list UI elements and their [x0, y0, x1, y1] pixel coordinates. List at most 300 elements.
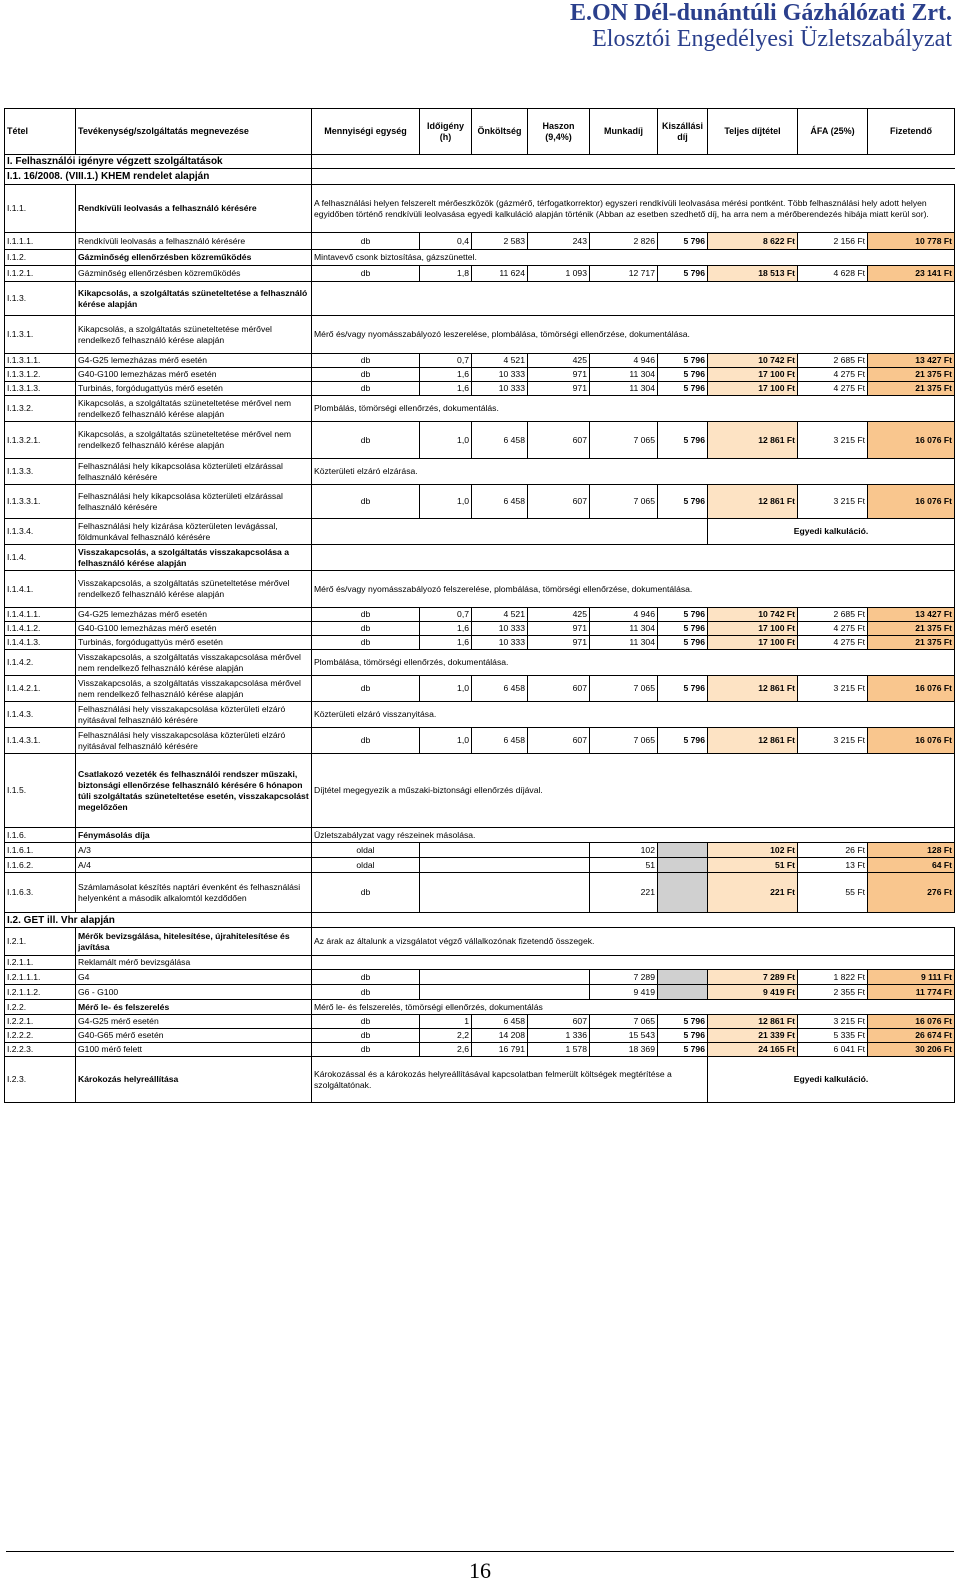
item-labor: 7 065: [590, 485, 658, 519]
item-blank: [420, 843, 590, 858]
table-row: [5, 636, 955, 650]
item-unit: db: [312, 1043, 420, 1057]
item-name: G4-G25 mérő esetén: [76, 1015, 312, 1029]
item-name: Visszakapcsolás, a szolgáltatás visszakapcsolása mérővel nem rendelkező felhasználó kérése alapján: [76, 676, 312, 702]
item-profit: 607: [528, 485, 590, 519]
item-code: I.1.1.1.: [5, 233, 76, 250]
item-unit: db: [312, 608, 420, 622]
item-profit: 607: [528, 1015, 590, 1029]
item-name: G4-G25 lemezházas mérő esetén: [76, 354, 312, 368]
col-activity-header: Tevékenység/szolgáltatás megnevezése: [76, 109, 312, 155]
table-row: [5, 250, 955, 266]
item-code: I.1.3.4.: [5, 519, 76, 545]
item-name: Gázminőség ellenőrzésben közreműködés: [76, 250, 312, 266]
item-code: I.1.3.2.: [5, 396, 76, 422]
item-code: I.1.6.1.: [5, 843, 76, 858]
table-row: [5, 622, 955, 636]
item-vat: 4 628 Ft: [798, 266, 868, 282]
item-travel: 5 796: [658, 266, 708, 282]
item-name: Mérők bevizsgálása, hitelesítése, újrahitelesítése és javítása: [76, 928, 312, 956]
item-full-fee: 8 622 Ft: [708, 233, 798, 250]
item-labor: 18 369: [590, 1043, 658, 1057]
item-cost: 6 458: [472, 676, 528, 702]
item-profit: 425: [528, 354, 590, 368]
item-code: I.1.4.1.: [5, 571, 76, 608]
item-vat: 3 215 Ft: [798, 485, 868, 519]
item-labor: 7 065: [590, 1015, 658, 1029]
item-full-fee: 17 100 Ft: [708, 622, 798, 636]
item-labor: 15 543: [590, 1029, 658, 1043]
table-row: [5, 485, 955, 519]
item-time: 0,7: [420, 354, 472, 368]
item-name: Felhasználási hely kikapcsolása közterületi elzárással felhasználó kérésére: [76, 485, 312, 519]
item-name: A/3: [76, 843, 312, 858]
table-row: [5, 422, 955, 459]
table-row: [5, 266, 955, 282]
document-subtitle: Elosztói Engedélyesi Üzletszabályzat: [592, 26, 952, 52]
item-code: I.2.2.2.: [5, 1029, 76, 1043]
item-time: 1,8: [420, 266, 472, 282]
item-code: I.2.2.1.: [5, 1015, 76, 1029]
item-name: Reklamált mérő bevizsgálása: [76, 956, 312, 970]
item-payable: 10 778 Ft: [868, 233, 955, 250]
item-full-fee: 12 861 Ft: [708, 728, 798, 754]
table-row: [5, 1029, 955, 1043]
item-time: 0,4: [420, 233, 472, 250]
item-labor: 7 065: [590, 422, 658, 459]
table-row: [5, 985, 955, 1000]
item-time: 1,6: [420, 368, 472, 382]
item-note: Mérő és/vagy nyomásszabályozó leszerelése, plombálása, tömörségi ellenőrzése, dokumentálása.: [312, 316, 955, 354]
item-unit: db: [312, 485, 420, 519]
item-payable: 13 427 Ft: [868, 608, 955, 622]
item-travel: 5 796: [658, 368, 708, 382]
section-title: I.2. GET ill. Vhr alapján: [5, 913, 312, 928]
table-row: [5, 1015, 955, 1029]
item-name: Számlamásolat készítés naptári évenként és felhasználási helyenként a második alkalomtól kezdődően: [76, 873, 312, 913]
item-full-fee: 17 100 Ft: [708, 636, 798, 650]
item-cost: 10 333: [472, 368, 528, 382]
item-travel: 5 796: [658, 233, 708, 250]
item-unit: db: [312, 728, 420, 754]
item-blank: [420, 970, 590, 985]
item-vat: 5 335 Ft: [798, 1029, 868, 1043]
table-row: [5, 608, 955, 622]
item-name: G6 - G100: [76, 985, 312, 1000]
item-note: Közterületi elzáró elzárása.: [312, 459, 955, 485]
item-payable: 16 076 Ft: [868, 422, 955, 459]
item-note: Károkozással és a károkozás helyreállításával kapcsolatban felmerült költségek megtérítése a szolgáltatónak.: [312, 1057, 708, 1103]
item-profit: 243: [528, 233, 590, 250]
item-payable: 23 141 Ft: [868, 266, 955, 282]
item-labor: 4 946: [590, 608, 658, 622]
col-item-header: Tétel: [5, 109, 76, 155]
item-name: Fénymásolás díja: [76, 828, 312, 843]
item-name: Felhasználási hely kikapcsolása közterületi elzárással felhasználó kérésére: [76, 459, 312, 485]
item-code: I.1.4.: [5, 545, 76, 571]
item-profit: 971: [528, 368, 590, 382]
page-number: 16: [469, 1558, 491, 1583]
item-name: Gázminőség ellenőrzésben közreműködés: [76, 266, 312, 282]
item-full-fee: 24 165 Ft: [708, 1043, 798, 1057]
item-vat: 3 215 Ft: [798, 728, 868, 754]
item-labor: 102: [590, 843, 658, 858]
item-travel: 5 796: [658, 1043, 708, 1057]
item-name: Visszakapcsolás, a szolgáltatás visszakapcsolása a felhasználó kérése alapján: [76, 545, 312, 571]
item-cost: 6 458: [472, 485, 528, 519]
section-fill: [312, 155, 955, 169]
item-profit: 1 336: [528, 1029, 590, 1043]
item-travel: 5 796: [658, 728, 708, 754]
item-name: Felhasználási hely visszakapcsolása közterületi elzáró nyitásával felhasználó kérésére: [76, 702, 312, 728]
table-row: [5, 233, 955, 250]
item-vat: 4 275 Ft: [798, 622, 868, 636]
item-note-empty: [312, 956, 955, 970]
item-name: G40-G100 lemezházas mérő esetén: [76, 622, 312, 636]
item-cost: 6 458: [472, 1015, 528, 1029]
item-note: Üzletszabályzat vagy részeinek másolása.: [312, 828, 955, 843]
item-note: [312, 519, 708, 545]
item-note-right: Egyedi kalkuláció.: [708, 1057, 955, 1103]
item-unit: db: [312, 233, 420, 250]
item-cost: 10 333: [472, 622, 528, 636]
col-unit-header: Mennyiségi egység: [312, 109, 420, 155]
item-name: Turbinás, forgódugattyús mérő esetén: [76, 382, 312, 396]
item-time: 0,7: [420, 608, 472, 622]
document-header: [570, 0, 952, 52]
section-fill: [312, 913, 955, 928]
item-profit: 425: [528, 608, 590, 622]
table-row: [5, 382, 955, 396]
item-payable: 21 375 Ft: [868, 368, 955, 382]
item-code: I.1.4.3.: [5, 702, 76, 728]
item-cost: 10 333: [472, 636, 528, 650]
item-payable: 128 Ft: [868, 843, 955, 858]
item-unit: db: [312, 1029, 420, 1043]
item-name: Visszakapcsolás, a szolgáltatás visszakapcsolása mérővel nem rendelkező felhasználó kérése alapján: [76, 650, 312, 676]
price-table: [4, 108, 955, 1103]
item-travel: 5 796: [658, 1029, 708, 1043]
item-blank: [420, 985, 590, 1000]
table-row: [5, 928, 955, 956]
item-blank: [420, 858, 590, 873]
item-vat: 2 156 Ft: [798, 233, 868, 250]
item-labor: 11 304: [590, 382, 658, 396]
item-travel: 5 796: [658, 608, 708, 622]
item-name: Rendkívüli leolvasás a felhasználó kérésére: [76, 233, 312, 250]
item-note: Díjtétel megegyezik a műszaki-biztonsági ellenőrzés díjával.: [312, 754, 955, 828]
item-cost: 4 521: [472, 608, 528, 622]
item-time: 1,0: [420, 728, 472, 754]
col-profit-header: Haszon (9,4%): [528, 109, 590, 155]
item-cost: 4 521: [472, 354, 528, 368]
item-payable: 9 111 Ft: [868, 970, 955, 985]
item-vat: 2 685 Ft: [798, 608, 868, 622]
item-labor: 7 065: [590, 728, 658, 754]
item-cost: 16 791: [472, 1043, 528, 1057]
item-note-empty: [312, 545, 955, 571]
item-name: G40-G100 lemezházas mérő esetén: [76, 368, 312, 382]
item-labor: 221: [590, 873, 658, 913]
item-payable: 64 Ft: [868, 858, 955, 873]
item-unit: db: [312, 622, 420, 636]
col-labor-header: Munkadíj: [590, 109, 658, 155]
item-full-fee: 12 861 Ft: [708, 1015, 798, 1029]
item-code: I.1.3.3.1.: [5, 485, 76, 519]
item-time: 1,0: [420, 676, 472, 702]
item-labor: 4 946: [590, 354, 658, 368]
item-full-fee: 17 100 Ft: [708, 368, 798, 382]
item-cost: 6 458: [472, 422, 528, 459]
col-vat-header: ÁFA (25%): [798, 109, 868, 155]
item-note: Plombálás, tömörségi ellenőrzés, dokumentálás.: [312, 396, 955, 422]
item-unit: db: [312, 970, 420, 985]
item-code: I.1.4.2.1.: [5, 676, 76, 702]
item-travel: 5 796: [658, 1015, 708, 1029]
item-unit: db: [312, 266, 420, 282]
item-labor: 7 065: [590, 676, 658, 702]
item-time: 2,2: [420, 1029, 472, 1043]
table-row: [5, 956, 955, 970]
table-row: [5, 519, 955, 545]
item-code: I.1.1.: [5, 185, 76, 233]
item-note: Mérő és/vagy nyomásszabályozó felszerelése, plombálása, tömörségi ellenőrzése, dokumentálása.: [312, 571, 955, 608]
item-travel: 5 796: [658, 422, 708, 459]
item-note: Mintavevő csonk biztosítása, gázszünettel.: [312, 250, 955, 266]
item-unit: db: [312, 676, 420, 702]
table-row: [5, 843, 955, 858]
item-name: G40-G65 mérő esetén: [76, 1029, 312, 1043]
item-travel: 5 796: [658, 354, 708, 368]
item-payable: 16 076 Ft: [868, 728, 955, 754]
item-vat: 3 215 Ft: [798, 676, 868, 702]
item-code: I.2.1.1.1.: [5, 970, 76, 985]
item-code: I.2.3.: [5, 1057, 76, 1103]
item-travel-na: [658, 858, 708, 873]
item-profit: 607: [528, 728, 590, 754]
item-note: A felhasználási helyen felszerelt mérőeszközök (gázmérő, térfogatkorrektor) egyszeri rendkívüli leolvasása mérési pontként. Több felhasználási hely adott helyen egyidőben történő rendkívüli leolvasása egyedi kalkuláció alapján történik (Abban az esetben szedhető díj, ha arra nem a mérőberendezés hibája miatt kerül sor).: [312, 185, 955, 233]
item-full-fee: 221 Ft: [708, 873, 798, 913]
item-travel-na: [658, 843, 708, 858]
item-unit: db: [312, 1015, 420, 1029]
item-unit: db: [312, 354, 420, 368]
item-unit: db: [312, 422, 420, 459]
table-row: [5, 650, 955, 676]
item-full-fee: 12 861 Ft: [708, 676, 798, 702]
item-code: I.1.4.1.1.: [5, 608, 76, 622]
item-labor: 2 826: [590, 233, 658, 250]
table-row: [5, 873, 955, 913]
item-code: I.1.4.3.1.: [5, 728, 76, 754]
item-labor: 7 289: [590, 970, 658, 985]
item-unit: db: [312, 873, 420, 913]
item-vat: 55 Ft: [798, 873, 868, 913]
item-labor: 51: [590, 858, 658, 873]
item-full-fee: 12 861 Ft: [708, 485, 798, 519]
item-code: I.1.3.1.3.: [5, 382, 76, 396]
item-cost: 14 208: [472, 1029, 528, 1043]
item-code: I.1.3.3.: [5, 459, 76, 485]
item-vat: 26 Ft: [798, 843, 868, 858]
item-vat: 6 041 Ft: [798, 1043, 868, 1057]
table-row: [5, 1057, 955, 1103]
item-name: G4-G25 lemezházas mérő esetén: [76, 608, 312, 622]
item-travel: 5 796: [658, 636, 708, 650]
col-travel-header: Kiszállási díj: [658, 109, 708, 155]
item-name: Turbinás, forgódugattyús mérő esetén: [76, 636, 312, 650]
item-name: Kikapcsolás, a szolgáltatás szüneteltetése mérővel nem rendelkező felhasználó kérése alapján: [76, 422, 312, 459]
item-time: 1,0: [420, 422, 472, 459]
item-full-fee: 10 742 Ft: [708, 354, 798, 368]
item-note: Plombálása, tömörségi ellenőrzés, dokumentálása.: [312, 650, 955, 676]
table-header-row: [5, 109, 955, 155]
item-code: I.1.4.1.2.: [5, 622, 76, 636]
item-labor: 11 304: [590, 636, 658, 650]
item-blank: [420, 873, 590, 913]
item-vat: 3 215 Ft: [798, 422, 868, 459]
item-name: Visszakapcsolás, a szolgáltatás szüneteltetése mérővel rendelkező felhasználó kérése alapján: [76, 571, 312, 608]
item-cost: 10 333: [472, 382, 528, 396]
item-code: I.1.2.: [5, 250, 76, 266]
item-time: 1,6: [420, 622, 472, 636]
col-full-header: Teljes díjtétel: [708, 109, 798, 155]
item-code: I.1.4.1.3.: [5, 636, 76, 650]
item-payable: 13 427 Ft: [868, 354, 955, 368]
item-labor: 9 419: [590, 985, 658, 1000]
table-row: [5, 1000, 955, 1015]
section-row: [5, 169, 955, 185]
item-labor: 12 717: [590, 266, 658, 282]
section-row: [5, 155, 955, 169]
table-row: [5, 728, 955, 754]
item-travel: 5 796: [658, 382, 708, 396]
item-time: 1,6: [420, 382, 472, 396]
item-note: Közterületi elzáró visszanyitása.: [312, 702, 955, 728]
col-cost-header: Önköltség: [472, 109, 528, 155]
item-code: I.1.3.2.1.: [5, 422, 76, 459]
item-name: A/4: [76, 858, 312, 873]
item-note: Az árak az általunk a vizsgálatot végző vállalkozónak fizetendő összegek.: [312, 928, 955, 956]
item-code: I.1.6.3.: [5, 873, 76, 913]
item-unit: oldal: [312, 858, 420, 873]
item-code: I.1.2.1.: [5, 266, 76, 282]
item-code: I.1.6.: [5, 828, 76, 843]
item-vat: 13 Ft: [798, 858, 868, 873]
item-profit: 607: [528, 676, 590, 702]
item-vat: 4 275 Ft: [798, 636, 868, 650]
item-payable: 16 076 Ft: [868, 485, 955, 519]
table-row: [5, 828, 955, 843]
item-name: Csatlakozó vezeték és felhasználói rendszer műszaki, biztonsági ellenőrzése felhasználó kérésére 6 hónapon túli szolgáltatás szüneteltetése esetén, visszakapcsolást megelőzően: [76, 754, 312, 828]
item-full-fee: 102 Ft: [708, 843, 798, 858]
item-time: 1,6: [420, 636, 472, 650]
table-row: [5, 354, 955, 368]
table-row: [5, 754, 955, 828]
item-time: 2,6: [420, 1043, 472, 1057]
page-footer-line: [6, 1551, 954, 1552]
item-name: Mérő le- és felszerelés: [76, 1000, 312, 1015]
table-row: [5, 316, 955, 354]
item-name: G100 mérő felett: [76, 1043, 312, 1057]
item-name: Felhasználási hely visszakapcsolása közterületi elzáró nyitásával felhasználó kérésére: [76, 728, 312, 754]
table-row: [5, 676, 955, 702]
section-row: [5, 913, 955, 928]
table-row: [5, 459, 955, 485]
item-payable: 21 375 Ft: [868, 636, 955, 650]
item-travel: 5 796: [658, 622, 708, 636]
item-full-fee: 9 419 Ft: [708, 985, 798, 1000]
item-vat: 4 275 Ft: [798, 368, 868, 382]
item-profit: 971: [528, 636, 590, 650]
item-code: I.1.4.2.: [5, 650, 76, 676]
item-unit: oldal: [312, 843, 420, 858]
section-fill: [312, 169, 955, 185]
item-payable: 276 Ft: [868, 873, 955, 913]
item-code: I.1.3.: [5, 282, 76, 316]
item-vat: 2 685 Ft: [798, 354, 868, 368]
item-payable: 21 375 Ft: [868, 382, 955, 396]
item-name: Kikapcsolás, a szolgáltatás szüneteltetése mérővel rendelkező felhasználó kérése alapján: [76, 316, 312, 354]
item-code: I.1.3.1.2.: [5, 368, 76, 382]
item-unit: db: [312, 985, 420, 1000]
table-body: [5, 109, 955, 1103]
item-full-fee: 51 Ft: [708, 858, 798, 873]
table-row: [5, 545, 955, 571]
item-full-fee: 7 289 Ft: [708, 970, 798, 985]
item-vat: 3 215 Ft: [798, 1015, 868, 1029]
item-cost: 11 624: [472, 266, 528, 282]
item-code: I.2.2.: [5, 1000, 76, 1015]
table-row: [5, 702, 955, 728]
item-note: Mérő le- és felszerelés, tömörségi ellenőrzés, dokumentálás: [312, 1000, 955, 1015]
section-title: I.1. 16/2008. (VIII.1.) KHEM rendelet alapján: [5, 169, 312, 185]
item-vat: 2 355 Ft: [798, 985, 868, 1000]
company-name: E.ON Dél-dunántúli Gázhálózati Zrt.: [569, 0, 952, 26]
table-row: [5, 571, 955, 608]
item-full-fee: 12 861 Ft: [708, 422, 798, 459]
item-code: I.2.1.1.2.: [5, 985, 76, 1000]
item-code: I.2.1.: [5, 928, 76, 956]
item-vat: 4 275 Ft: [798, 382, 868, 396]
item-name: Károkozás helyreállítása: [76, 1057, 312, 1103]
item-time: 1: [420, 1015, 472, 1029]
table-row: [5, 282, 955, 316]
item-full-fee: 21 339 Ft: [708, 1029, 798, 1043]
item-payable: 26 674 Ft: [868, 1029, 955, 1043]
item-travel: 5 796: [658, 485, 708, 519]
item-payable: 16 076 Ft: [868, 676, 955, 702]
item-time: 1,0: [420, 485, 472, 519]
item-payable: 21 375 Ft: [868, 622, 955, 636]
item-payable: 11 774 Ft: [868, 985, 955, 1000]
item-profit: 607: [528, 422, 590, 459]
item-note-right: Egyedi kalkuláció.: [708, 519, 955, 545]
item-name: Felhasználási hely kizárása közterületen levágással, földmunkával felhasználó kérésére: [76, 519, 312, 545]
item-profit: 971: [528, 622, 590, 636]
item-labor: 11 304: [590, 368, 658, 382]
item-code: I.1.3.1.1.: [5, 354, 76, 368]
col-time-header: Időigény (h): [420, 109, 472, 155]
item-name: Kikapcsolás, a szolgáltatás szüneteltetése mérővel nem rendelkező felhasználó kérése alapján: [76, 396, 312, 422]
item-unit: db: [312, 636, 420, 650]
item-travel-na: [658, 985, 708, 1000]
col-payable-header: Fizetendő: [868, 109, 955, 155]
item-vat: 1 822 Ft: [798, 970, 868, 985]
table-row: [5, 858, 955, 873]
table-row: [5, 368, 955, 382]
item-unit: db: [312, 382, 420, 396]
item-profit: 971: [528, 382, 590, 396]
